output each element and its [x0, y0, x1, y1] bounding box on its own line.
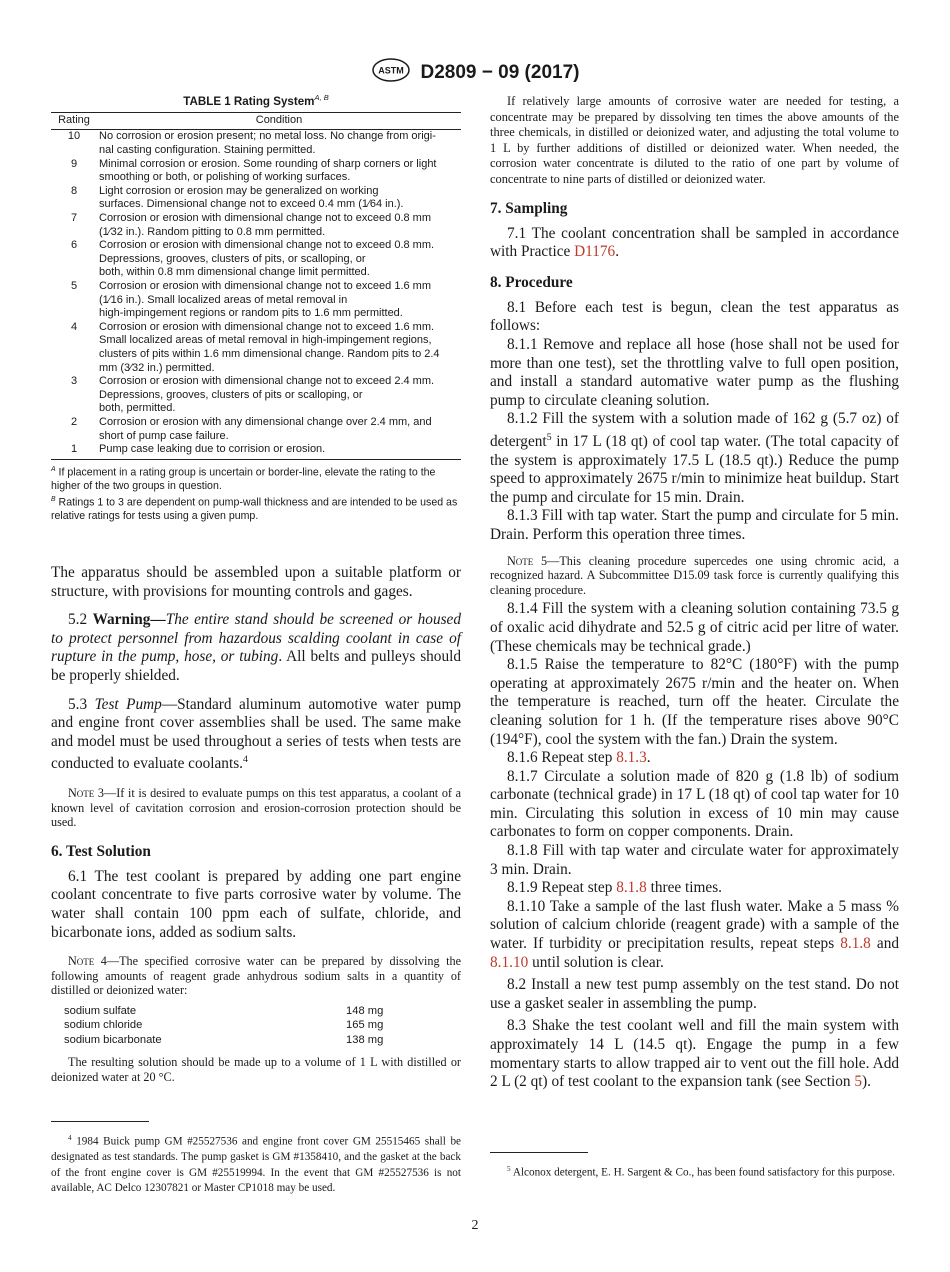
- section-8-1-6: 8.1.6 Repeat step 8.1.3.: [507, 749, 651, 767]
- rating-condition: [97, 185, 461, 212]
- rating-row: [51, 321, 461, 375]
- rating-condition: [97, 443, 461, 459]
- condition-line: Depressions, grooves, clusters of pits or scalloping, or: [99, 388, 363, 401]
- condition-line: Depressions, grooves, clusters of pits, or scalloping, or: [99, 252, 366, 265]
- section-8-1-7: 8.1.7 Circulate a solution made of 820 g (1.8 lb) of sodium carbonate (technical grade) in 17 L (18 qt) of cool tap water for 10 min. Circulating this solution in excess of 10 min may cause carbonates to form on copper components. Drain.: [490, 767, 899, 841]
- condition-line: Corrosion or erosion with dimensional change not to exceed 1.6 mm: [99, 279, 432, 292]
- salt-name: sodium chloride: [64, 1019, 143, 1032]
- link-8-1-8[interactable]: 8.1.8: [840, 935, 871, 953]
- section-8-1-5: 8.1.5 Raise the temperature to 82°C (180°F) with the pump operating at approximately 2675 r/min and the heater on. When the temperature is reached, turn off the heater. Circulate the cleaning solution for 1 h. (If the temperature rises above 90°C (194°F), cool the system with the fan.) Drain the system.: [490, 656, 899, 748]
- rating-row: [51, 416, 461, 443]
- condition-line: Corrosion or erosion with dimensional change not to exceed 1.6 mm.: [99, 320, 435, 333]
- condition-line: Corrosion or erosion with dimensional change not to exceed 0.8 mm: [99, 212, 432, 225]
- rating-value: 9: [70, 157, 78, 170]
- condition-line: surfaces. Dimensional change not to exceed 0.4 mm (1⁄64 in.).: [99, 198, 404, 211]
- section-8-1-3: 8.1.3 Fill with tap water. Start the pump and circulate for 5 min. Drain. Perform this operation three times.: [490, 507, 899, 543]
- rating-condition: [97, 158, 461, 185]
- table-1-title: TABLE 1 Rating System$^{A, B}$: [183, 93, 329, 108]
- table-footnote-b: $^B$ Ratings 1 to 3 are dependent on pump-wall thickness and are intended to be used as relative ratings for tests using a given pump.: [51, 496, 458, 522]
- condition-line: Corrosion or erosion with dimensional change not to exceed 0.8 mm.: [99, 239, 435, 252]
- rating-value: 3: [70, 375, 78, 388]
- col-header-condition: Condition: [97, 112, 461, 130]
- footnote-5: $^5$ Alconox detergent, E. H. Sargent & Co., has been found satisfactory for this purpose.: [507, 1165, 895, 1179]
- section-7-heading: 7. Sampling: [490, 199, 568, 217]
- link-8-1-3[interactable]: 8.1.3: [616, 749, 647, 767]
- condition-line: mm (3⁄32 in.) permitted.: [99, 361, 215, 374]
- rating-row: [51, 158, 461, 185]
- condition-line: short of pump case failure.: [99, 429, 229, 442]
- rating-value: 4: [70, 320, 78, 333]
- section-6-heading: 6. Test Solution: [51, 842, 151, 860]
- section-6-1: 6.1 The test coolant is prepared by adding one part engine coolant concentrate to five parts corrosive water by volume. The water shall contain 100 ppm each of sulfate, chloride, and bicarbonate ions, added as sodium salts.: [51, 867, 461, 941]
- link-section-5[interactable]: 5: [854, 1073, 862, 1091]
- paragraph-apparatus: The apparatus should be assembled upon a suitable platform or structure, with provisions for mounting controls and gages.: [51, 564, 461, 600]
- section-8-1-1: 8.1.1 Remove and replace all hose (hose shall not be used for more than one test), set the throttling valve to full open position, and install a standard automative water pump as the flushing pump to circulate cleaning solution.: [490, 335, 899, 409]
- condition-line: both, permitted.: [99, 402, 176, 415]
- condition-line: No corrosion or erosion present; no metal loss. No change from origi-: [99, 130, 436, 143]
- section-5-2: 5.2 Warning—The entire stand should be screened or housed to protect personnel from hazardous scalding coolant in case of rupture in the pump, hose, or tubing. All belts and pulleys should be properly shielded.: [51, 611, 461, 684]
- section-8-1: 8.1 Before each test is begun, clean the test apparatus as follows:: [490, 298, 899, 335]
- condition-line: Light corrosion or erosion may be generalized on working: [99, 184, 379, 197]
- rating-table: [51, 112, 461, 460]
- condition-line: nal casting configuration. Staining permitted.: [99, 144, 316, 157]
- condition-line: Minimal corrosion or erosion. Some rounding of sharp corners or light: [99, 157, 437, 170]
- rating-condition: [97, 375, 461, 416]
- section-8-heading: 8. Procedure: [490, 273, 573, 291]
- rating-row: [51, 443, 461, 459]
- condition-line: smoothing or both, or polishing of working surfaces.: [99, 171, 351, 184]
- link-d1176[interactable]: D1176: [574, 243, 616, 261]
- note-5: Note 5—This cleaning procedure supercedes one using chromic acid, a recognized hazard. A Subcommittee D15.09 task force is currently qualifying this cleaning procedure.: [490, 553, 899, 597]
- right-column: [490, 94, 899, 1092]
- note-4-continuation: The resulting solution should be made up to a volume of 1 L with distilled or deionized water at 20 °C.: [51, 1055, 461, 1084]
- astm-logo-icon: [371, 58, 411, 87]
- condition-line: (1⁄32 in.). Random pitting to 0.8 mm permitted.: [99, 225, 326, 238]
- rating-condition: [97, 239, 461, 280]
- page-header: [0, 58, 950, 87]
- rating-condition: [97, 212, 461, 239]
- svg-text:ASTM: ASTM: [377, 65, 404, 76]
- section-8-1-10: 8.1.10 Take a sample of the last flush water. Make a 5 mass % solution of calcium chloride (reagent grade) with a sample of the water. If turbidity or precipitation results, repeat steps 8.1.8 and 8.1.10 until solution is clear.: [490, 897, 899, 971]
- footnote-rule: [51, 1121, 149, 1122]
- salt-amount: 148 mg: [346, 1004, 384, 1017]
- rating-value: 8: [70, 184, 78, 197]
- condition-line: both, within 0.8 mm dimensional change limit permitted.: [99, 266, 370, 279]
- rating-value: 10: [67, 130, 81, 143]
- rating-condition: [97, 130, 461, 158]
- paragraph-concentrate: If relatively large amounts of corrosive water are needed for testing, a concentrate may be prepared by dissolving ten times the above amounts of the three chemicals, in distilled or deionized water, and adjusting the total volume to 1 L by further additions of distilled or deionized water. When needed, the corrosion water concentrate is diluted to the ratio of one part by volume of concentrate to nine parts of distilled or deionized water.: [490, 94, 899, 186]
- rating-value: 2: [70, 415, 78, 428]
- rating-row: [51, 375, 461, 416]
- footnote-4: $^4$ 1984 Buick pump GM #25527536 and engine front cover GM 25515465 shall be designated as test standards. The pump gasket is GM #1358410, and the gasket at the back of the front engine cover is GM #25519994. In the event that GM #25527536 is not available, AC Delco 12307821 or Master CP1018 may be used.: [51, 1134, 461, 1195]
- rating-condition: [97, 321, 461, 375]
- section-8-1-4: 8.1.4 Fill the system with a cleaning solution containing 73.5 g of oxalic acid dihydrate and 52.5 g of citric acid per litre of water. (These chemicals may be technical grade.): [490, 600, 899, 655]
- note-3: Note 3—If it is desired to evaluate pumps on this test apparatus, a coolant of a known level of cavitation corrosion and erosion-corrosion protection should be used.: [51, 786, 461, 830]
- rating-value: 1: [51, 443, 97, 459]
- condition-line: Corrosion or erosion with dimensional change not to exceed 2.4 mm.: [99, 375, 435, 388]
- rating-condition: [97, 416, 461, 443]
- section-5-3: 5.3 Test Pump—Standard aluminum automotive water pump and engine front cover assemblies shall be used. The same make and model must be used throughout a series of tests when tests are conducted to evaluate coolants.$^4$: [51, 695, 461, 773]
- salt-name: sodium bicarbonate: [64, 1033, 162, 1046]
- salt-amount: 138 mg: [346, 1033, 384, 1046]
- rating-row: [51, 130, 461, 158]
- link-8-1-10[interactable]: 8.1.10: [490, 953, 529, 971]
- salts-list: [51, 1004, 461, 1047]
- rating-value: 7: [70, 212, 78, 225]
- note-4: Note 4—The specified corrosive water can be prepared by dissolving the following amounts of reagent grade anhydrous sodium salts in a quantity of distilled or deionized water:: [51, 954, 461, 998]
- col-header-rating: Rating: [51, 112, 97, 130]
- condition-line: (1⁄16 in.). Small localized areas of metal removal in: [99, 293, 348, 306]
- section-8-1-2: 8.1.2 Fill the system with a solution made of 162 g (5.7 oz) of detergent$^5$ in 17 L (18 qt) of cool tap water. (The total capacity of the system is approximately 17.5 L (18.5 qt).) Reduce the pump speed to approximately 2675 r/min to minimize heat buildup. Start the pump and circulate for 15 min. Drain.: [490, 410, 899, 506]
- rating-condition: [97, 280, 461, 321]
- footnote-area-right: [490, 1152, 899, 1181]
- rating-value: 6: [70, 239, 78, 252]
- condition-line: clusters of pits within 1.6 mm dimensional change. Random pits to 2.4: [99, 347, 440, 360]
- page-number: 2: [471, 1218, 479, 1233]
- rating-row: [51, 212, 461, 239]
- footnote-rule: [490, 1152, 588, 1153]
- salt-name: sodium sulfate: [64, 1004, 137, 1017]
- document-designation: D2809 − 09 (2017): [420, 61, 580, 83]
- salt-amount: 165 mg: [346, 1019, 384, 1032]
- rating-value: 5: [70, 279, 78, 292]
- condition-line: Corrosion or erosion with any dimensional change over 2.4 mm, and: [99, 415, 432, 428]
- condition-line: high-impingement regions or random pits to 1.6 mm permitted.: [99, 307, 403, 320]
- table-footnote-a: $^A$ If placement in a rating group is uncertain or border-line, elevate the rating to the higher of the two groups in question.: [51, 465, 436, 492]
- rating-row: [51, 239, 461, 280]
- section-8-2: 8.2 Install a new test pump assembly on the test stand. Do not use a gasket sealer in assembling the pump.: [490, 976, 899, 1012]
- section-8-1-8: 8.1.8 Fill with tap water and circulate water for approximately 3 min. Drain.: [490, 842, 899, 878]
- rating-row: [51, 185, 461, 212]
- section-8-1-9: 8.1.9 Repeat step 8.1.8 three times.: [507, 879, 722, 897]
- table-1: [51, 93, 461, 523]
- condition-line: Small localized areas of metal removal in high-impingement regions,: [99, 334, 432, 347]
- condition-line: Pump case leaking due to corrision or erosion.: [99, 443, 326, 456]
- footnote-area-left: [51, 1121, 461, 1197]
- rating-row: [51, 280, 461, 321]
- section-8-3: 8.3 Shake the test coolant well and fill the main system with approximately 14 L (14.5 qt). Engage the pump in a few momentary starts to allow trapped air to vent out the fill hole. Add 2 L (2 qt) of test coolant to the expansion tank (see Section 5).: [490, 1017, 899, 1091]
- section-7-1: 7.1 The coolant concentration shall be sampled in accordance with Practice D1176.: [490, 224, 899, 261]
- left-column: [51, 564, 461, 1084]
- link-8-1-8[interactable]: 8.1.8: [616, 879, 647, 897]
